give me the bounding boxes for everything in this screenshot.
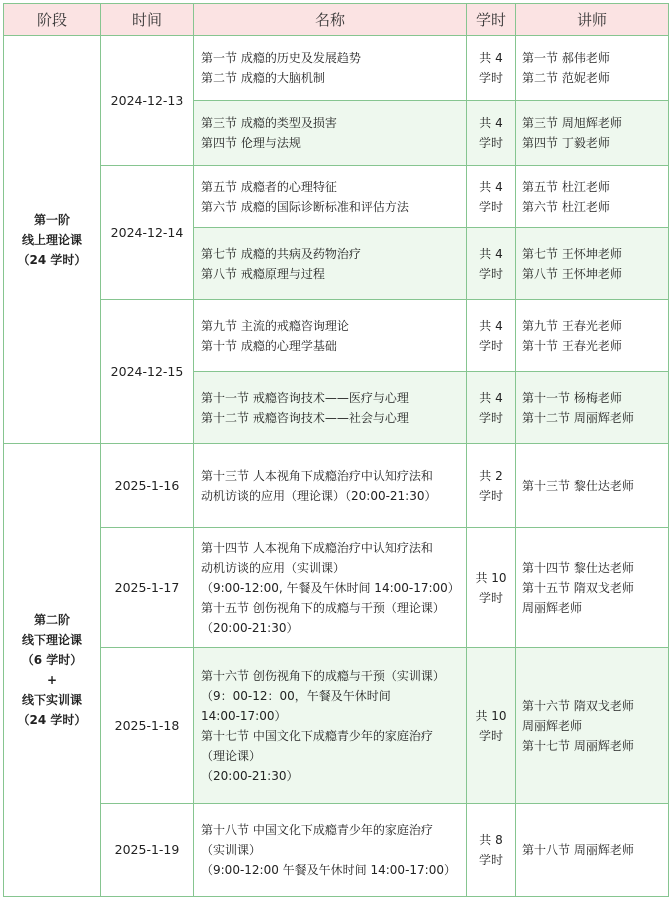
date-cell: 2025-1-17 [101, 528, 194, 648]
stage-2-line1: 第二阶 [33, 613, 70, 627]
course-hours: 共 10 学时 [467, 648, 516, 804]
date-cell: 2025-1-16 [101, 444, 194, 528]
course-name: 第五节 成瘾者的心理特征 第六节 成瘾的国际诊断标准和评估方法 [194, 166, 467, 228]
course-name: 第十三节 人本视角下成瘾治疗中认知疗法和 动机访谈的应用（理论课）（20:00-21:30） [194, 444, 467, 528]
stage-cell-1 [4, 36, 101, 444]
course-teacher: 第十三节 黎仕达老师 [516, 444, 669, 528]
header-teacher: 讲师 [516, 4, 669, 36]
table-row [4, 648, 669, 804]
course-hours: 共 4 学时 [467, 228, 516, 300]
course-hours: 共 10 学时 [467, 528, 516, 648]
course-hours: 共 8 学时 [467, 804, 516, 897]
header-time: 时间 [101, 4, 194, 36]
stage-1-line3: （24 学时） [17, 252, 87, 267]
table-row [4, 300, 669, 372]
course-name: 第一节 成瘾的历史及发展趋势 第二节 成瘾的大脑机制 [194, 36, 467, 101]
stage-2-line2: 线下理论课 [21, 633, 82, 647]
course-teacher: 第七节 王怀坤老师 第八节 王怀坤老师 [516, 228, 669, 300]
course-hours: 共 2 学时 [467, 444, 516, 528]
course-name: 第十一节 戒瘾咨询技术——医疗与心理 第十二节 戒瘾咨询技术——社会与心理 [194, 372, 467, 444]
date-cell: 2024-12-13 [101, 36, 194, 166]
stage-1-line1: 第一阶 [33, 212, 70, 227]
course-hours: 共 4 学时 [467, 101, 516, 166]
course-name: 第十四节 人本视角下成瘾治疗中认知疗法和 动机访谈的应用（实训课） （9:00-12:00, 午餐及午休时间 14:00-17:00） 第十五节 创伤视角下的成瘾与干预（理论课） （20:00-21:30） [194, 528, 467, 648]
course-teacher: 第五节 杜江老师 第六节 杜江老师 [516, 166, 669, 228]
course-teacher: 第一节 郝伟老师 第二节 范妮老师 [516, 36, 669, 101]
stage-1-line2: 线上理论课 [21, 232, 82, 247]
course-teacher: 第九节 王春光老师 第十节 王春光老师 [516, 300, 669, 372]
course-hours: 共 4 学时 [467, 166, 516, 228]
table-row [4, 444, 669, 528]
course-teacher: 第十四节 黎仕达老师 第十五节 隋双戈老师 周丽辉老师 [516, 528, 669, 648]
table-row [4, 528, 669, 648]
course-teacher: 第三节 周旭辉老师 第四节 丁毅老师 [516, 101, 669, 166]
course-name: 第十六节 创伤视角下的成瘾与干预（实训课） （9：00-12：00，午餐及午休时间 14:00-17:00） 第十七节 中国文化下成瘾青少年的家庭治疗 （理论课） （20:00-21:30） [194, 648, 467, 804]
header-stage: 阶段 [4, 4, 101, 36]
course-hours: 共 4 学时 [467, 300, 516, 372]
date-cell: 2024-12-15 [101, 300, 194, 444]
course-name: 第九节 主流的戒瘾咨询理论 第十节 成瘾的心理学基础 [194, 300, 467, 372]
header-hours: 学时 [467, 4, 516, 36]
table-row [4, 36, 669, 101]
course-name: 第七节 成瘾的共病及药物治疗 第八节 戒瘾原理与过程 [194, 228, 467, 300]
stage-2-line6: （24 学时） [17, 713, 87, 727]
course-name: 第十八节 中国文化下成瘾青少年的家庭治疗 （实训课） （9:00-12:00 午餐及午休时间 14:00-17:00） [194, 804, 467, 897]
header-name: 名称 [194, 4, 467, 36]
course-teacher: 第十一节 杨梅老师 第十二节 周丽辉老师 [516, 372, 669, 444]
header-row [4, 4, 669, 36]
stage-2-line3: （6 学时） [21, 653, 83, 667]
course-hours: 共 4 学时 [467, 372, 516, 444]
course-teacher: 第十六节 隋双戈老师 周丽辉老师 第十七节 周丽辉老师 [516, 648, 669, 804]
course-hours: 共 4 学时 [467, 36, 516, 101]
table-row [4, 166, 669, 228]
date-cell: 2025-1-18 [101, 648, 194, 804]
date-cell: 2024-12-14 [101, 166, 194, 300]
stage-2-line5: 线下实训课 [21, 693, 82, 707]
stage-cell-2 [4, 444, 101, 897]
course-teacher: 第十八节 周丽辉老师 [516, 804, 669, 897]
date-cell: 2025-1-19 [101, 804, 194, 897]
table-row [4, 804, 669, 897]
stage-2-line4: + [46, 673, 58, 687]
course-name: 第三节 成瘾的类型及损害 第四节 伦理与法规 [194, 101, 467, 166]
schedule-table [3, 3, 669, 897]
